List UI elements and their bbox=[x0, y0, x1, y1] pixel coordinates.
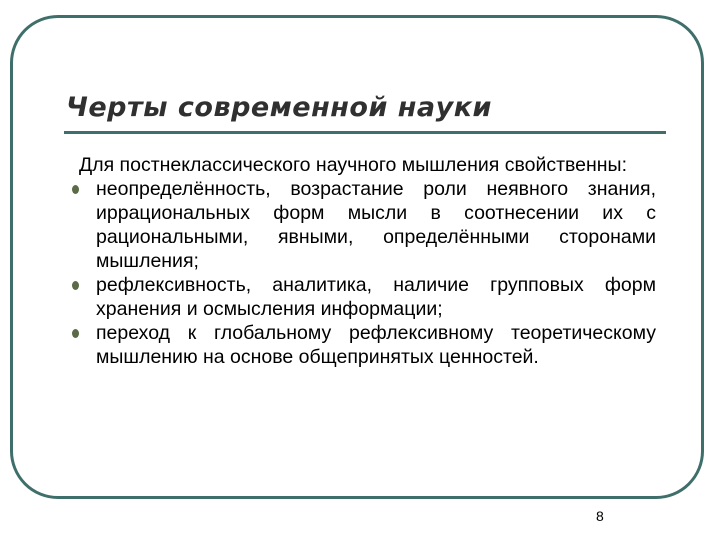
list-item bbox=[72, 321, 656, 369]
list-item bbox=[72, 273, 656, 321]
bullet-icon bbox=[72, 329, 79, 338]
page-number: 8 bbox=[596, 508, 604, 524]
bullet-icon bbox=[72, 281, 79, 290]
list-item-text: переход к глобальному рефлексивному теоретическому мышлению на основе общепринятых ценностей. bbox=[96, 322, 656, 368]
title-underline bbox=[64, 131, 666, 134]
intro-text: Для постнеклассического научного мышления свойственны: bbox=[79, 154, 627, 176]
list-item-text: неопределённость, возрастание роли неявного знания, иррациональных форм мысли в соотнесении их с рациональными, явными, определёнными сторонами мышления; bbox=[96, 178, 656, 272]
slide-content bbox=[72, 153, 656, 369]
list-item bbox=[72, 177, 656, 273]
bullet-list bbox=[72, 177, 656, 369]
slide-title: Черты современной науки bbox=[66, 92, 492, 123]
bullet-icon bbox=[72, 185, 79, 194]
list-item-text: рефлексивность, аналитика, наличие групповых форм хранения и осмысления информации; bbox=[96, 274, 656, 320]
